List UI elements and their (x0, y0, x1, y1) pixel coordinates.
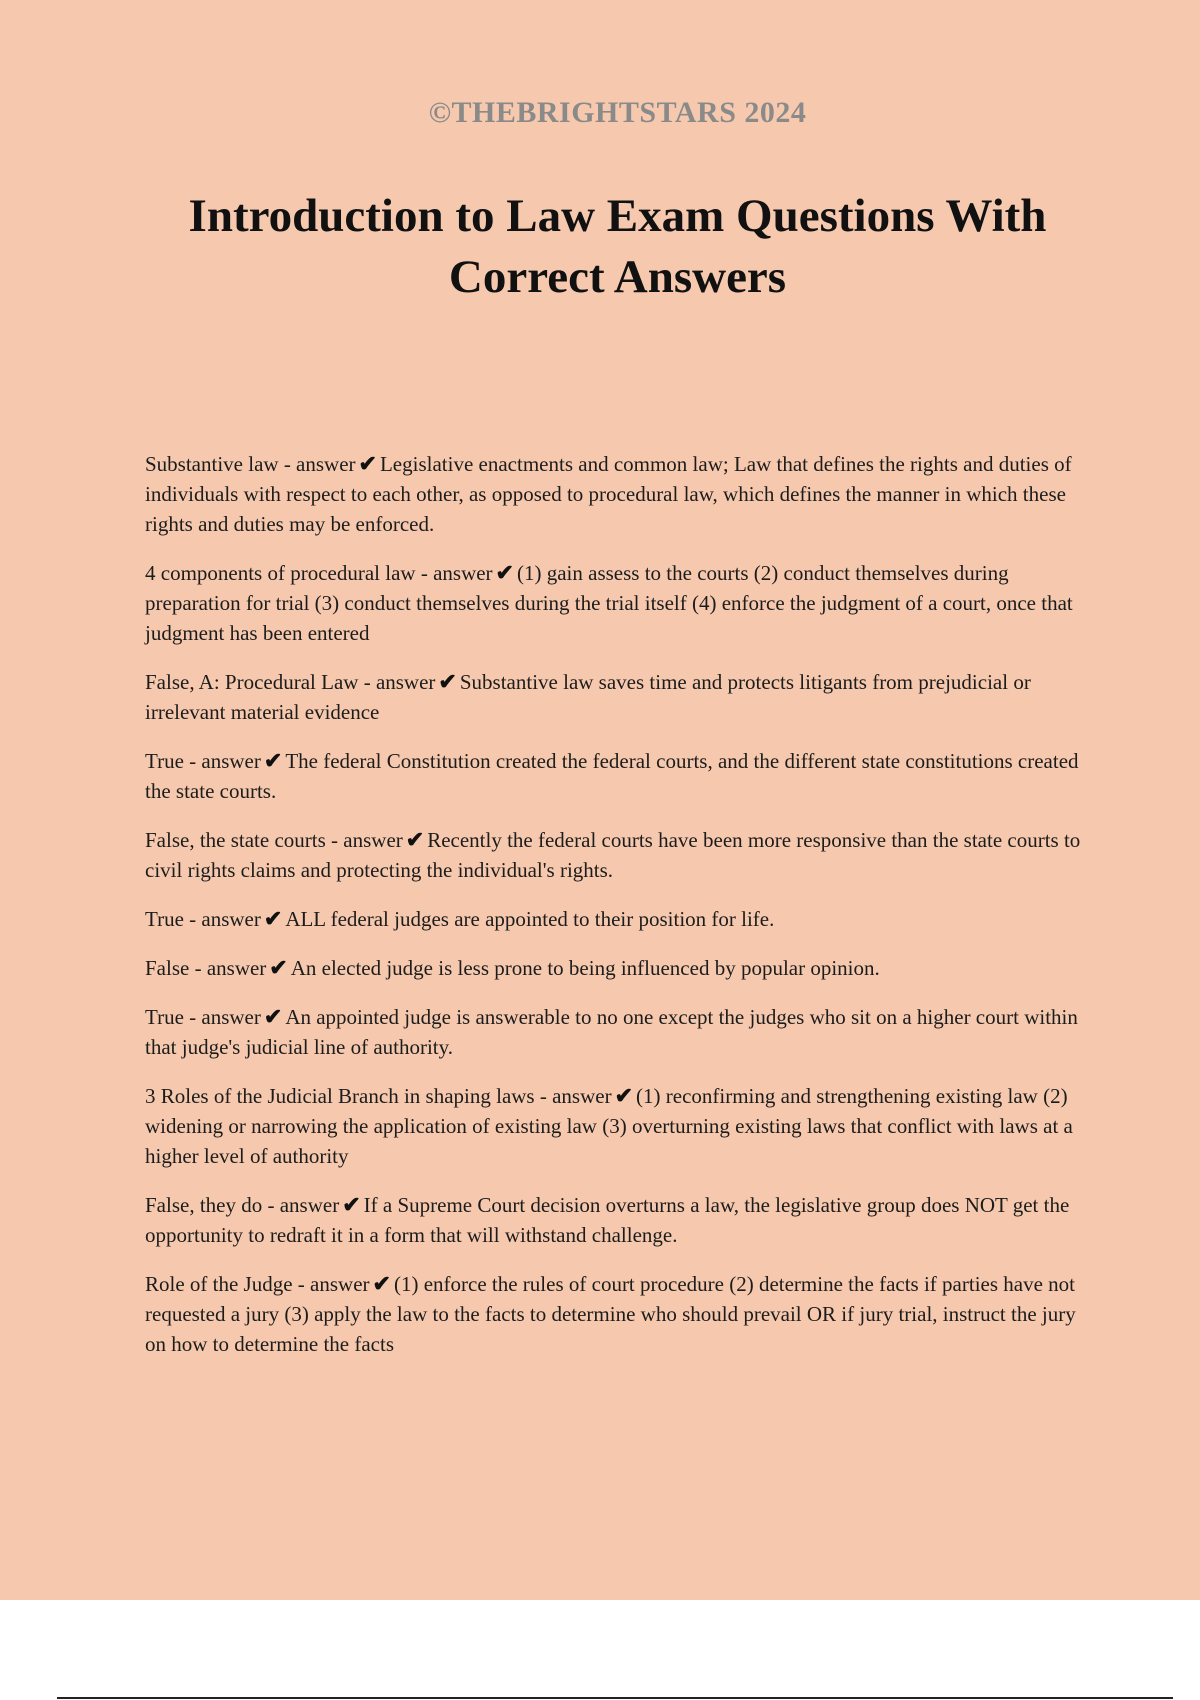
qa-item (145, 449, 1090, 539)
qa-item (145, 953, 1090, 983)
question-text: True - answer (145, 907, 261, 931)
qa-item (145, 825, 1090, 885)
qa-item (145, 667, 1090, 727)
question-text: False - answer (145, 956, 267, 980)
watermark-text: ©THEBRIGHTSTARS 2024 (428, 96, 807, 129)
answer-text: An appointed judge is answerable to no one except the judges who sit on a higher court within that judge's judicial line of authority. (145, 1005, 1078, 1059)
question-text: Role of the Judge - answer (145, 1272, 370, 1296)
question-text: True - answer (145, 1005, 261, 1029)
check-icon: ✔ (269, 955, 288, 980)
qa-item (145, 1081, 1090, 1171)
qa-item (145, 1269, 1090, 1359)
answer-text: (1) gain assess to the courts (2) conduct themselves during preparation for trial (3) conduct themselves during the trial itself (4) enforce the judgment of a court, once that judgment has been entered (145, 561, 1073, 645)
check-icon: ✔ (263, 748, 283, 773)
check-icon: ✔ (342, 1192, 361, 1217)
qa-list (145, 449, 1090, 1378)
question-text: 3 Roles of the Judicial Branch in shaping laws - answer (145, 1084, 612, 1108)
check-icon: ✔ (372, 1271, 391, 1296)
check-icon: ✔ (263, 906, 283, 931)
qa-item (145, 904, 1090, 934)
page-title: Introduction to Law Exam Questions With Correct Answers (188, 190, 1047, 303)
question-text: Substantive law - answer (145, 452, 356, 476)
question-text: 4 components of procedural law - answer (145, 561, 493, 585)
answer-text: If a Supreme Court decision overturns a law, the legislative group does NOT get the opportunity to redraft it in a form that will withstand challenge. (145, 1193, 1070, 1247)
answer-text: An elected judge is less prone to being influenced by popular opinion. (290, 956, 880, 980)
question-text: False, they do - answer (145, 1193, 340, 1217)
check-icon: ✔ (495, 560, 514, 585)
answer-text: The federal Constitution created the federal courts, and the different state constitutions created the state courts. (145, 749, 1079, 803)
check-icon: ✔ (358, 451, 377, 476)
question-text: True - answer (145, 749, 261, 773)
question-text: False, A: Procedural Law - answer (145, 670, 436, 694)
question-text: False, the state courts - answer (145, 828, 403, 852)
qa-item (145, 1002, 1090, 1062)
check-icon: ✔ (405, 827, 425, 852)
qa-item (145, 1190, 1090, 1250)
answer-text: Recently the federal courts have been more responsive than the state courts to civil rights claims and protecting the individual's rights. (145, 828, 1081, 882)
check-icon: ✔ (614, 1083, 634, 1108)
qa-item (145, 746, 1090, 806)
check-icon: ✔ (263, 1004, 283, 1029)
answer-text: (1) reconfirming and strengthening existing law (2) widening or narrowing the application of existing law (3) overturning existing laws that conflict with laws at a higher level of authority (145, 1084, 1073, 1168)
answer-text: Substantive law saves time and protects litigants from prejudicial or irrelevant material evidence (145, 670, 1031, 724)
answer-text: (1) enforce the rules of court procedure (2) determine the facts if parties have not requested a jury (3) apply the law to the facts to determine who should prevail OR if jury trial, instruct the jury on how to determine the facts (145, 1272, 1076, 1356)
check-icon: ✔ (438, 669, 457, 694)
qa-item (145, 558, 1090, 648)
answer-text: Legislative enactments and common law; Law that defines the rights and duties of individuals with respect to each other, as opposed to procedural law, which defines the manner in which these rights and duties may be enforced. (145, 452, 1072, 536)
answer-text: ALL federal judges are appointed to their position for life. (285, 907, 775, 931)
footer-divider (57, 1697, 1173, 1699)
